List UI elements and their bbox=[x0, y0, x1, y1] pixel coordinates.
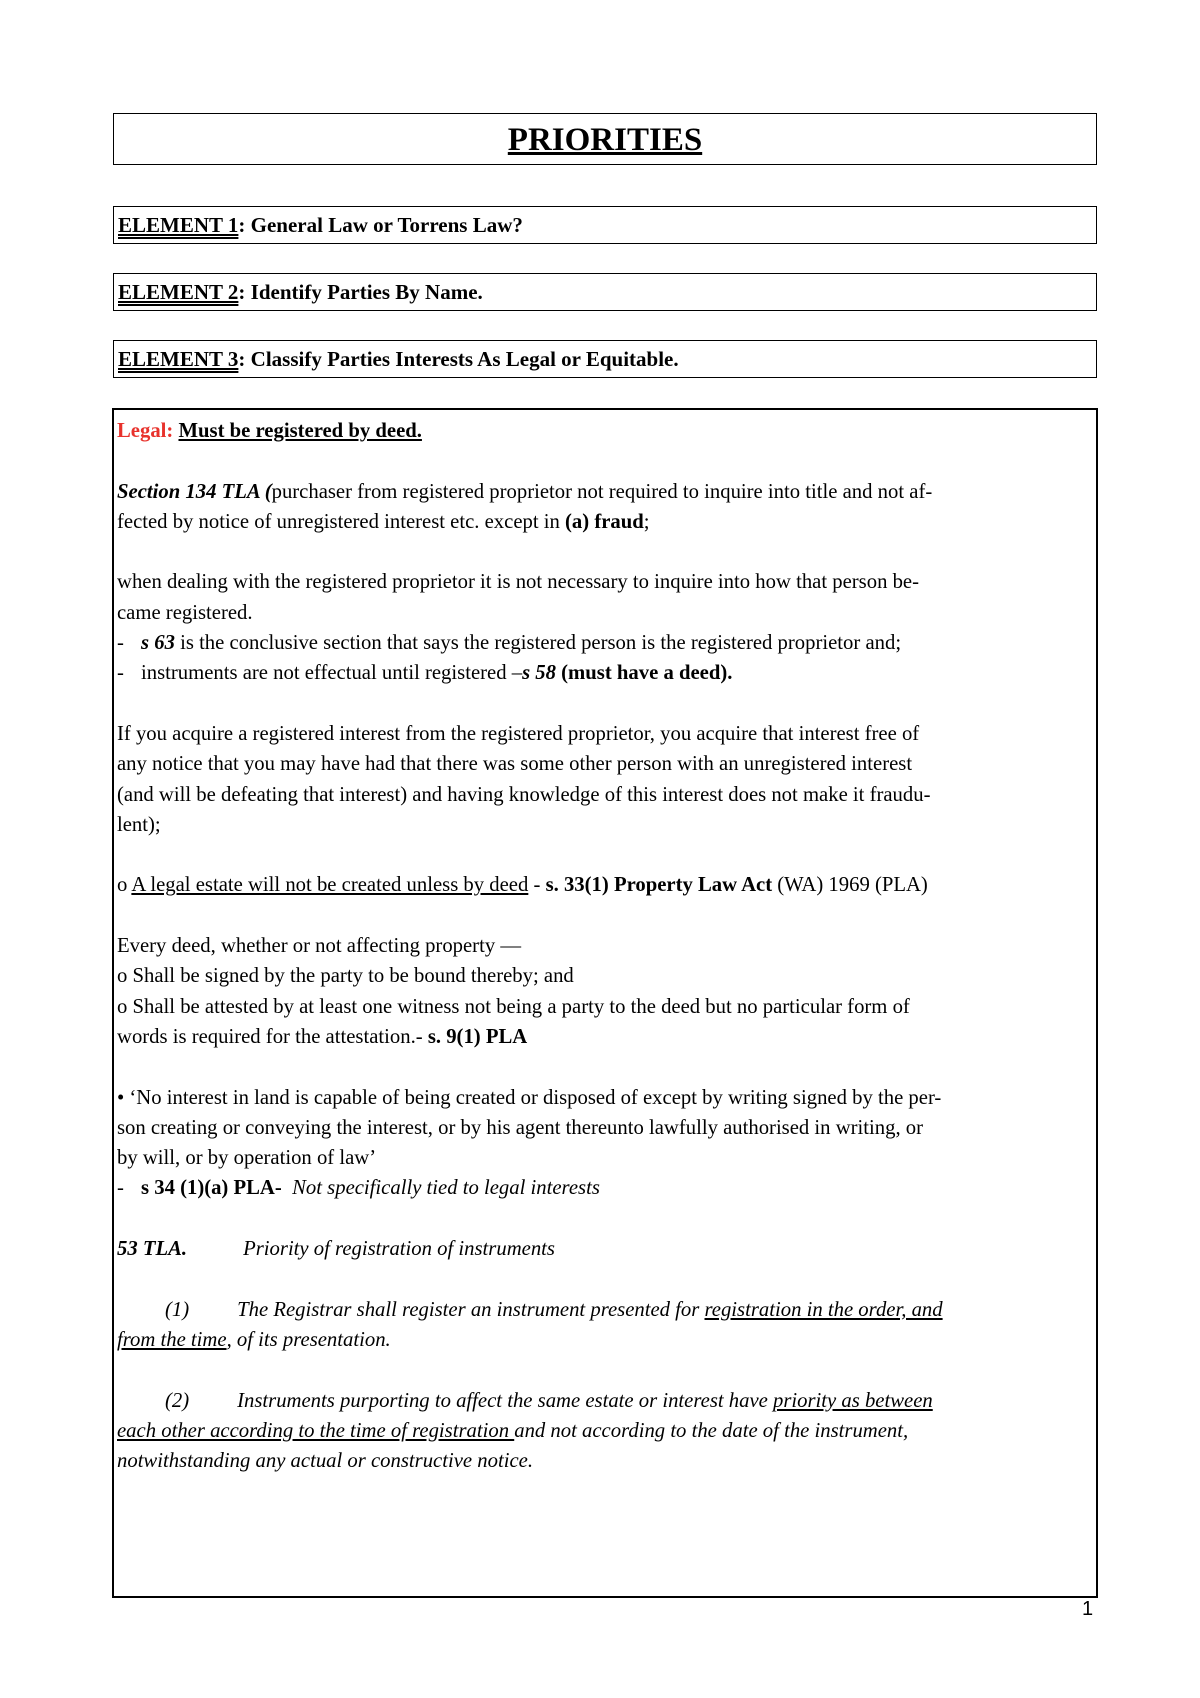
title-box bbox=[113, 113, 1097, 165]
deed-line4: words is required for the attestation.- bbox=[117, 1025, 428, 1048]
s53-sub1-underline-2: from the time bbox=[117, 1328, 227, 1351]
acquire-line4: lent); bbox=[117, 813, 161, 836]
bullet-1-dash: - bbox=[117, 632, 124, 655]
s134-line2-end: ; bbox=[643, 510, 650, 533]
acquire-line2: any notice that you may have had that there was some other person with an unregistered interest bbox=[117, 753, 913, 776]
s53-sub1-underline-1: registration in the order, and bbox=[704, 1298, 943, 1321]
s53-heading bbox=[117, 1234, 1088, 1264]
s34-line3: by will, or by operation of law’ bbox=[117, 1147, 377, 1170]
s134-paragraph bbox=[117, 477, 1088, 538]
legal-heading-text: Must be registered by deed. bbox=[178, 420, 422, 442]
s34-dash: - bbox=[117, 1177, 124, 1200]
page-number: 1 bbox=[1082, 1598, 1094, 1620]
element-1-label: ELEMENT 1 bbox=[118, 213, 239, 237]
s53-sub2-underline-2: each other according to the time of registration bbox=[117, 1419, 515, 1442]
s33-rest: (WA) 1969 (PLA) bbox=[772, 874, 928, 897]
s134-fraud: (a) fraud bbox=[565, 510, 644, 533]
s53-sub2-end: and not according to the date of the instrument, bbox=[514, 1419, 909, 1442]
deed-line3: o Shall be attested by at least one witness not being a party to the deed but no particular form of bbox=[117, 995, 910, 1018]
s134-line1: purchaser from registered proprietor not required to inquire into title and not af- bbox=[271, 480, 933, 503]
s53-sub1-num: (1) bbox=[165, 1298, 190, 1321]
s33-underlined: A legal estate will not be created unless by deed bbox=[131, 874, 529, 897]
s134-line2: fected by notice of unregistered interest etc. except in bbox=[117, 510, 566, 533]
s134-ref: Section 134 TLA ( bbox=[117, 480, 272, 503]
s53-sub1-text: The Registrar shall register an instrument presented for bbox=[237, 1298, 705, 1321]
s34-line1: • ‘No interest in land is capable of being created or disposed of except by writing signed by the per- bbox=[117, 1086, 942, 1109]
dealing-line1: when dealing with the registered proprietor it is not necessary to inquire into how that person be- bbox=[117, 571, 920, 594]
s34-paragraph bbox=[117, 1083, 1088, 1204]
acquire-paragraph bbox=[117, 719, 1088, 840]
deed-paragraph bbox=[117, 931, 1088, 1052]
s34-ref: s 34 (1)(a) PLA- bbox=[141, 1177, 282, 1200]
element-2-text: : Identify Parties By Name. bbox=[238, 280, 483, 304]
element-3-label: ELEMENT 3 bbox=[118, 347, 239, 371]
element-3-box bbox=[113, 340, 1097, 378]
s53-ref: 53 TLA. bbox=[117, 1238, 188, 1261]
s53-sub2 bbox=[117, 1386, 1088, 1477]
legal-heading bbox=[117, 416, 1088, 446]
s34-note: Not specifically tied to legal interests bbox=[292, 1177, 600, 1200]
element-1-text: : General Law or Torrens Law? bbox=[238, 213, 523, 237]
s33-ref: s. 33(1) Property Law Act bbox=[545, 874, 773, 897]
s53-heading-text: Priority of registration of instruments bbox=[243, 1238, 555, 1261]
page-title: PRIORITIES bbox=[507, 122, 703, 158]
element-2-box bbox=[113, 273, 1097, 311]
element-2-label: ELEMENT 2 bbox=[118, 280, 239, 304]
element-1-box bbox=[113, 206, 1097, 244]
s53-sub1 bbox=[117, 1295, 1088, 1356]
s33-dash: - bbox=[528, 874, 546, 897]
s33-paragraph bbox=[117, 870, 1088, 900]
bullet-2-text: instruments are not effectual until registered – bbox=[141, 662, 523, 685]
s53-sub1-end: , of its presentation. bbox=[226, 1328, 391, 1351]
s58-ref: s 58 bbox=[522, 662, 556, 685]
s53-sub2-underline-1: priority as between bbox=[773, 1389, 933, 1412]
legal-label: Legal: bbox=[117, 420, 174, 442]
dealing-line2: came registered. bbox=[117, 601, 253, 624]
element-3-text: : Classify Parties Interests As Legal or Equitable. bbox=[238, 347, 679, 371]
s9-ref: s. 9(1) PLA bbox=[427, 1025, 528, 1048]
deed-line1: Every deed, whether or not affecting property — bbox=[117, 935, 522, 958]
dealing-paragraph bbox=[117, 567, 1088, 688]
acquire-line1: If you acquire a registered interest from the registered proprietor, you acquire that interest free of bbox=[117, 722, 920, 745]
s53-sub2-line3: notwithstanding any actual or constructive notice. bbox=[117, 1450, 533, 1473]
s34-line2: son creating or conveying the interest, or by his agent thereunto lawfully authorised in writing, or bbox=[117, 1116, 924, 1139]
s53-sub2-text: Instruments purporting to affect the same estate or interest have bbox=[237, 1389, 774, 1412]
bullet-1-text: is the conclusive section that says the registered person is the registered proprietor and; bbox=[174, 632, 902, 655]
deed-line2: o Shall be signed by the party to be bound thereby; and bbox=[117, 965, 574, 988]
s33-prefix: o bbox=[117, 874, 132, 897]
legal-section-box bbox=[112, 408, 1098, 1598]
bullet-2-dash: - bbox=[117, 662, 124, 685]
s53-sub2-num: (2) bbox=[165, 1389, 190, 1412]
s63-ref: s 63 bbox=[141, 632, 175, 655]
acquire-line3: (and will be defeating that interest) and having knowledge of this interest does not make it fraudu- bbox=[117, 783, 931, 806]
bullet-2-bold: (must have a deed). bbox=[555, 662, 733, 685]
